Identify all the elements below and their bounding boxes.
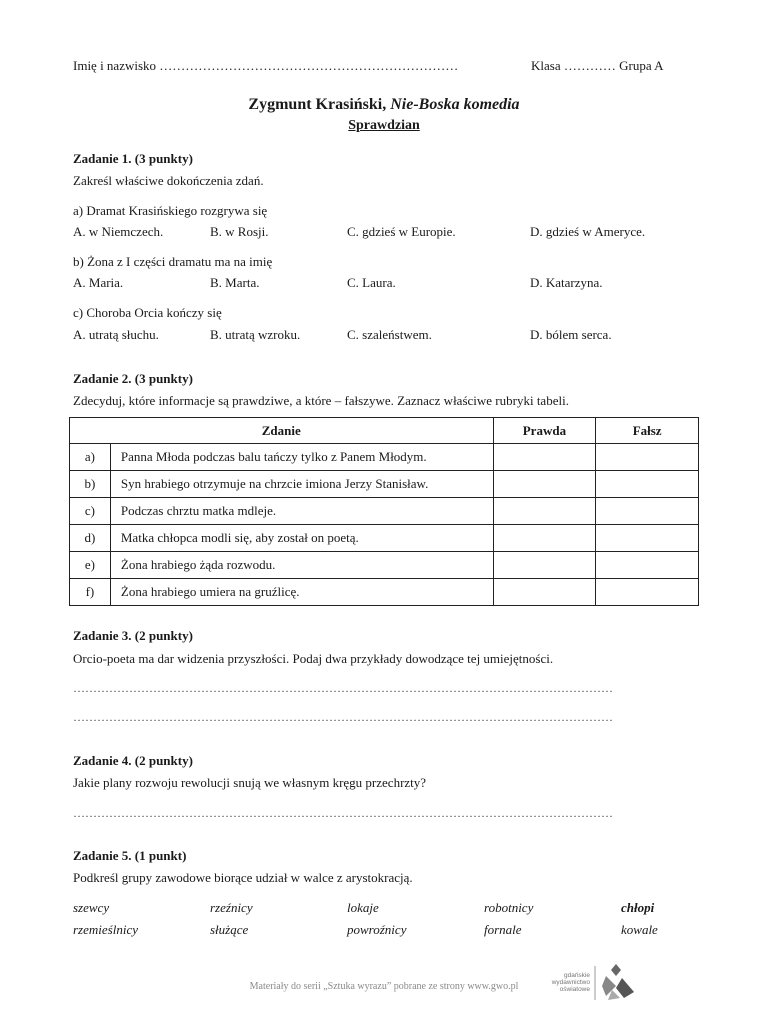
task1-a-option-b[interactable]: B. w Rosji. — [210, 224, 269, 239]
word-option[interactable]: rzemieślnicy — [73, 922, 138, 937]
true-cell[interactable] — [493, 471, 596, 498]
task2-heading: Zadanie 2. (3 punkty) — [73, 371, 193, 386]
task1-b-option-d[interactable]: D. Katarzyna. — [530, 275, 603, 290]
false-cell[interactable] — [596, 525, 699, 552]
task3-instruction: Orcio-poeta ma dar widzenia przyszłości. Podaj dwa przykłady dowodzące tej umiejętności. — [73, 651, 554, 666]
footer-note: Materiały do serii „Sztuka wyrazu” pobrane ze strony www.gwo.pl — [249, 981, 519, 992]
task1-question-b: b) Żona z I części dramatu ma na imię — [73, 254, 273, 269]
true-false-table — [69, 417, 699, 606]
word-option[interactable]: powroźnicy — [347, 922, 407, 937]
task2-instruction: Zdecyduj, które informacje są prawdziwe, a które – fałszywe. Zaznacz właściwe rubryki tabeli. — [73, 393, 569, 408]
word-option[interactable]: lokaje — [347, 900, 379, 915]
page-subtitle: Sprawdzian — [348, 118, 420, 133]
table-row — [70, 444, 699, 471]
row-statement: Matka chłopca modli się, aby został on poetą. — [110, 525, 493, 552]
row-label: f) — [70, 579, 111, 606]
page-title — [0, 96, 768, 114]
table-row — [70, 579, 699, 606]
task1-question-a: a) Dramat Krasińskiego rozgrywa się — [73, 203, 268, 218]
task5-heading: Zadanie 5. (1 punkt) — [73, 848, 187, 863]
title-work: Nie-Boska komedia — [390, 96, 520, 113]
logo-line: gdańskie — [563, 972, 590, 979]
task1-c-option-a[interactable]: A. utratą słuchu. — [73, 327, 159, 342]
row-label: b) — [70, 471, 111, 498]
task3-answer-line-2[interactable]: ……………………………………………………………………………………………………………………… — [73, 710, 613, 724]
true-cell[interactable] — [493, 552, 596, 579]
task1-b-option-b[interactable]: B. Marta. — [210, 275, 260, 290]
logo-text — [540, 972, 590, 993]
word-option[interactable]: służące — [210, 922, 249, 937]
word-option[interactable]: szewcy — [73, 900, 110, 915]
row-label: c) — [70, 498, 111, 525]
task1-a-option-a[interactable]: A. w Niemczech. — [73, 224, 164, 239]
column-header-true: Prawda — [493, 418, 596, 444]
word-option[interactable]: rzeźnicy — [210, 900, 253, 915]
word-option[interactable]: fornale — [484, 922, 522, 937]
task1-c-option-d[interactable]: D. bólem serca. — [530, 327, 612, 342]
publisher-logo — [540, 962, 640, 1002]
task3-heading: Zadanie 3. (2 punkty) — [73, 628, 193, 643]
true-cell[interactable] — [493, 525, 596, 552]
row-statement: Syn hrabiego otrzymuje na chrzcie imiona Jerzy Stanisław. — [110, 471, 493, 498]
task1-instruction: Zakreśl właściwe dokończenia zdań. — [73, 173, 264, 188]
table-row — [70, 471, 699, 498]
task1-b-option-a[interactable]: A. Maria. — [73, 275, 124, 290]
false-cell[interactable] — [596, 471, 699, 498]
word-option[interactable]: robotnicy — [484, 900, 534, 915]
task5-instruction: Podkreśl grupy zawodowe biorące udział w walce z arystokracją. — [73, 870, 413, 885]
name-field-label: Imię i nazwisko …………………………………………………………… — [73, 58, 459, 73]
table-header-row — [70, 418, 699, 444]
task4-answer-line[interactable]: ……………………………………………………………………………………………………………………… — [73, 806, 613, 820]
false-cell[interactable] — [596, 444, 699, 471]
row-statement: Podczas chrztu matka mdleje. — [110, 498, 493, 525]
task1-b-option-c[interactable]: C. Laura. — [347, 275, 396, 290]
row-label: e) — [70, 552, 111, 579]
true-cell[interactable] — [493, 444, 596, 471]
word-option[interactable]: chłopi — [621, 900, 655, 915]
logo-line: wydawnictwo — [551, 979, 590, 986]
task4-heading: Zadanie 4. (2 punkty) — [73, 753, 193, 768]
row-statement: Żona hrabiego umiera na gruźlicę. — [110, 579, 493, 606]
false-cell[interactable] — [596, 552, 699, 579]
false-cell[interactable] — [596, 498, 699, 525]
column-header-false: Fałsz — [596, 418, 699, 444]
task1-c-option-b[interactable]: B. utratą wzroku. — [210, 327, 301, 342]
word-option[interactable]: kowale — [621, 922, 658, 937]
task1-a-option-d[interactable]: D. gdzieś w Ameryce. — [530, 224, 646, 239]
task1-a-option-c[interactable]: C. gdzieś w Europie. — [347, 224, 456, 239]
task1-question-c: c) Choroba Orcia kończy się — [73, 305, 222, 320]
table-row — [70, 552, 699, 579]
true-cell[interactable] — [493, 579, 596, 606]
task3-answer-line-1[interactable]: ……………………………………………………………………………………………………………………… — [73, 681, 613, 695]
task1-heading: Zadanie 1. (3 punkty) — [73, 151, 193, 166]
class-group-label: Klasa ………… Grupa A — [531, 58, 664, 73]
false-cell[interactable] — [596, 579, 699, 606]
column-header-statement: Zdanie — [70, 418, 494, 444]
row-statement: Panna Młoda podczas balu tańczy tylko z Panem Młodym. — [110, 444, 493, 471]
table-row — [70, 498, 699, 525]
row-label: a) — [70, 444, 111, 471]
row-label: d) — [70, 525, 111, 552]
gwo-logo-icon — [594, 962, 638, 1002]
task4-instruction: Jakie plany rozwoju rewolucji snują we własnym kręgu przechrzty? — [73, 775, 427, 790]
logo-line: oświatowe — [559, 986, 590, 993]
table-row — [70, 525, 699, 552]
true-cell[interactable] — [493, 498, 596, 525]
task1-c-option-c[interactable]: C. szaleństwem. — [347, 327, 432, 342]
title-author: Zygmunt Krasiński, — [248, 96, 391, 113]
row-statement: Żona hrabiego żąda rozwodu. — [110, 552, 493, 579]
